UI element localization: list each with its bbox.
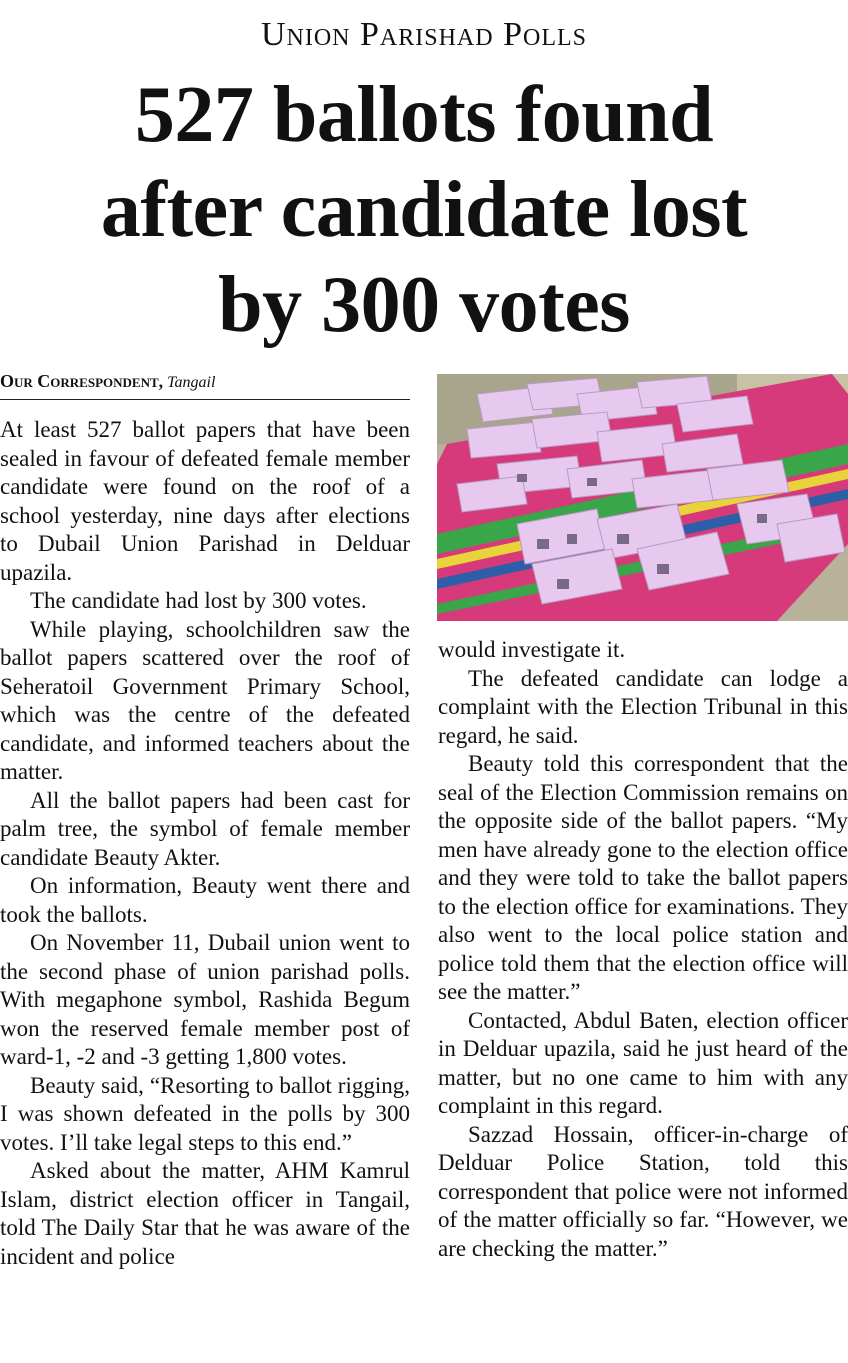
section-kicker: Union Parishad Polls (260, 16, 588, 53)
article-column-right (438, 636, 848, 1263)
byline-divider (0, 399, 410, 400)
byline-place: Tangail (167, 374, 216, 391)
ballot-papers-photo (437, 374, 848, 621)
ballot-papers-photo-icon (437, 374, 848, 621)
paragraph: At least 527 ballot papers that have been sealed in favour of defeated female member candidate were found on the roof of a school yesterday, nine days after elections to Dubail Union Parishad in Delduar upazila. (0, 417, 410, 585)
paragraph: Asked about the matter, AHM Kamrul Islam, district election officer in Tangail, told The Daily Star that he was aware of the incident and police (0, 1158, 410, 1269)
paragraph: While playing, schoolchildren saw the ballot papers scattered over the roof of Seheratoil Government Primary School, which was the centre of the defeated candidate, and informed teachers about the matter. (0, 616, 410, 784)
paragraph: Sazzad Hossain, officer-in-charge of Delduar Police Station, told this correspondent that police were not informed of the matter officially so far. “However, we are checking the matter.” (438, 1121, 848, 1261)
article-column-left (0, 416, 410, 1271)
paragraph: The defeated candidate can lodge a complaint with the Election Tribunal in this regard, he said. (438, 665, 848, 748)
paragraph: The candidate had lost by 300 votes. (30, 588, 367, 613)
headline-line-3: by 300 votes (218, 261, 630, 349)
paragraph: On information, Beauty went there and took the ballots. (0, 873, 410, 927)
paragraph: Beauty said, “Resorting to ballot rigging, I was shown defeated in the polls by 300 votes. I’ll take legal steps to this end.” (0, 1072, 410, 1155)
paragraph: Beauty told this correspondent that the seal of the Election Commission remains on the opposite side of the ballot papers. “My men have already gone to the election office and they were told to take the ballot papers to the election office for examinations. They also went to the local police station and police told them that the election office will see the matter.” (438, 751, 848, 1004)
paragraph: On November 11, Dubail union went to the second phase of union parishad polls. With megaphone symbol, Rashida Begum won the reserved female member post of ward-1, -2 and -3 getting 1,800 votes. (0, 930, 410, 1069)
paragraph: All the ballot papers had been cast for palm tree, the symbol of female member candidate Beauty Akter. (0, 787, 410, 870)
byline-name: Our Correspondent, (0, 371, 164, 391)
headline-line-1: 527 ballots found (134, 71, 714, 159)
paragraph-continuation: would investigate it. (438, 637, 626, 662)
headline (0, 68, 848, 353)
headline-line-2: after candidate lost (100, 166, 748, 254)
byline (0, 368, 410, 396)
paragraph: Contacted, Abdul Baten, election officer in Delduar upazila, said he just heard of the matter, but no one came to him with any complaint in this regard. (438, 1007, 848, 1118)
